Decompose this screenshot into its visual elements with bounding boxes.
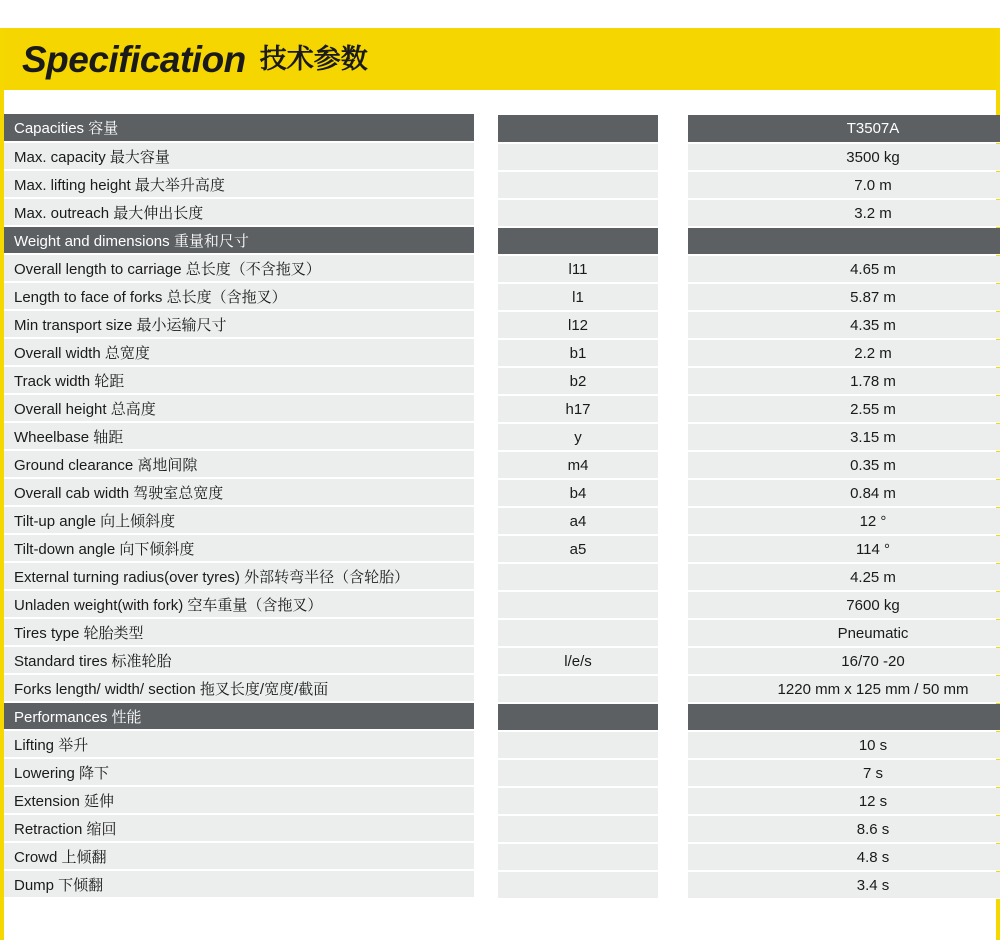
column-gap [474, 786, 498, 814]
column-gap [474, 142, 498, 170]
column-gap [658, 366, 688, 394]
spec-label: Overall cab width 驾驶室总宽度 [4, 478, 474, 506]
column-gap [658, 338, 688, 366]
table-row [4, 170, 1000, 198]
spec-symbol: l12 [498, 311, 658, 339]
specification-table [4, 114, 1000, 899]
column-gap [474, 646, 498, 674]
spec-label: Max. capacity 最大容量 [4, 142, 474, 170]
spec-label: Forks length/ width/ section 拖叉长度/宽度/截面 [4, 674, 474, 702]
table-section-row [4, 226, 1000, 254]
spec-value: 16/70 -20 [688, 647, 1000, 675]
spec-symbol: a4 [498, 507, 658, 535]
spec-symbol: b4 [498, 479, 658, 507]
spec-value: 1220 mm x 125 mm / 50 mm [688, 675, 1000, 703]
column-gap [658, 282, 688, 310]
column-gap [474, 282, 498, 310]
model-name: T3507A [688, 115, 1000, 143]
spec-label: Overall height 总高度 [4, 394, 474, 422]
column-gap [658, 674, 688, 702]
spec-value: 2.2 m [688, 339, 1000, 367]
spec-label: Ground clearance 离地间隙 [4, 450, 474, 478]
spec-label: Overall width 总宽度 [4, 338, 474, 366]
spec-value: 4.25 m [688, 563, 1000, 591]
spec-label: Tilt-up angle 向上倾斜度 [4, 506, 474, 534]
spec-label: Wheelbase 轴距 [4, 422, 474, 450]
column-gap [658, 226, 688, 254]
column-gap [658, 478, 688, 506]
column-gap [658, 506, 688, 534]
spec-value: 114 ° [688, 535, 1000, 563]
column-gap [658, 618, 688, 646]
column-gap [474, 842, 498, 870]
table-row [4, 646, 1000, 674]
table-row [4, 590, 1000, 618]
table-row [4, 674, 1000, 702]
column-gap [474, 366, 498, 394]
spec-label: Max. lifting height 最大举升高度 [4, 170, 474, 198]
spec-symbol [498, 227, 658, 255]
table-row [4, 534, 1000, 562]
table-row [4, 310, 1000, 338]
column-gap [658, 758, 688, 786]
spec-value: 12 s [688, 787, 1000, 815]
column-gap [658, 394, 688, 422]
spec-symbol [498, 199, 658, 227]
spec-value: 12 ° [688, 507, 1000, 535]
column-gap [658, 646, 688, 674]
column-gap [658, 870, 688, 898]
column-gap [658, 198, 688, 226]
column-gap [474, 814, 498, 842]
spec-value: 4.35 m [688, 311, 1000, 339]
column-gap [474, 534, 498, 562]
column-gap [474, 254, 498, 282]
table-row [4, 506, 1000, 534]
spec-label: Capacities 容量 [4, 114, 474, 142]
column-gap [658, 450, 688, 478]
column-gap [658, 702, 688, 730]
spec-value: 1.78 m [688, 367, 1000, 395]
table-row [4, 478, 1000, 506]
spec-label: Max. outreach 最大伸出长度 [4, 198, 474, 226]
column-gap [474, 170, 498, 198]
table-row [4, 254, 1000, 282]
spec-symbol [498, 675, 658, 703]
spec-value: 10 s [688, 731, 1000, 759]
table-row [4, 422, 1000, 450]
column-gap [474, 310, 498, 338]
spec-value: 0.35 m [688, 451, 1000, 479]
spec-symbol: b2 [498, 367, 658, 395]
column-gap [474, 506, 498, 534]
column-gap [474, 870, 498, 898]
spec-value [688, 227, 1000, 255]
spec-label: Unladen weight(with fork) 空车重量（含拖叉） [4, 590, 474, 618]
spec-symbol [498, 591, 658, 619]
spec-page [0, 28, 1000, 940]
page-title-en: Specification [22, 38, 246, 80]
table-section-row [4, 702, 1000, 730]
table-row [4, 618, 1000, 646]
spec-value: 2.55 m [688, 395, 1000, 423]
spec-label: Standard tires 标准轮胎 [4, 646, 474, 674]
table-row [4, 338, 1000, 366]
column-gap [658, 170, 688, 198]
column-gap [474, 758, 498, 786]
column-gap [658, 254, 688, 282]
table-row [4, 450, 1000, 478]
spec-value: 5.87 m [688, 283, 1000, 311]
spec-value [688, 703, 1000, 731]
spec-symbol [498, 871, 658, 899]
column-gap [474, 618, 498, 646]
spec-symbol: h17 [498, 395, 658, 423]
table-row [4, 562, 1000, 590]
column-gap [474, 114, 498, 142]
column-gap [474, 478, 498, 506]
page-title-cn: 技术参数 [259, 43, 368, 74]
column-gap [474, 198, 498, 226]
spec-label: Retraction 缩回 [4, 814, 474, 842]
spec-symbol [498, 619, 658, 647]
column-gap [474, 394, 498, 422]
spec-label: Min transport size 最小运输尺寸 [4, 310, 474, 338]
spec-symbol: y [498, 423, 658, 451]
column-gap [474, 422, 498, 450]
spec-symbol [498, 731, 658, 759]
spec-symbol [498, 843, 658, 871]
table-row [4, 198, 1000, 226]
column-gap [658, 310, 688, 338]
table-row [4, 282, 1000, 310]
spec-symbol [498, 563, 658, 591]
spec-symbol [498, 171, 658, 199]
spec-label: Length to face of forks 总长度（含拖叉） [4, 282, 474, 310]
spec-value: 3.15 m [688, 423, 1000, 451]
table-row [4, 842, 1000, 870]
column-gap [474, 562, 498, 590]
column-gap [474, 702, 498, 730]
spec-value: Pneumatic [688, 619, 1000, 647]
spec-value: 3500 kg [688, 143, 1000, 171]
page-header [4, 28, 996, 90]
spec-symbol [498, 759, 658, 787]
spec-value: 4.8 s [688, 843, 1000, 871]
spec-value: 7 s [688, 759, 1000, 787]
spec-label: Extension 延伸 [4, 786, 474, 814]
spec-symbol: a5 [498, 535, 658, 563]
table-row [4, 366, 1000, 394]
spec-value: 7600 kg [688, 591, 1000, 619]
spec-value: 3.2 m [688, 199, 1000, 227]
spec-symbol: b1 [498, 339, 658, 367]
spec-symbol [498, 115, 658, 143]
spec-label: Tilt-down angle 向下倾斜度 [4, 534, 474, 562]
column-gap [658, 590, 688, 618]
spec-label: External turning radius(over tyres) 外部转弯半径（含轮胎） [4, 562, 474, 590]
spec-symbol [498, 815, 658, 843]
spec-symbol: l1 [498, 283, 658, 311]
spec-symbol: l/e/s [498, 647, 658, 675]
column-gap [658, 842, 688, 870]
spec-value: 7.0 m [688, 171, 1000, 199]
spec-symbol [498, 703, 658, 731]
column-gap [658, 786, 688, 814]
table-row [4, 870, 1000, 898]
column-gap [474, 226, 498, 254]
spec-label: Crowd 上倾翻 [4, 842, 474, 870]
table-row [4, 786, 1000, 814]
table-section-row [4, 114, 1000, 142]
column-gap [474, 674, 498, 702]
spec-label: Performances 性能 [4, 702, 474, 730]
spec-label: Tires type 轮胎类型 [4, 618, 474, 646]
spec-label: Track width 轮距 [4, 366, 474, 394]
spec-value: 0.84 m [688, 479, 1000, 507]
table-row [4, 730, 1000, 758]
column-gap [658, 114, 688, 142]
table-row [4, 394, 1000, 422]
table-row [4, 814, 1000, 842]
spec-symbol: l11 [498, 255, 658, 283]
spec-label: Lowering 降下 [4, 758, 474, 786]
table-row [4, 142, 1000, 170]
column-gap [658, 730, 688, 758]
spec-label: Dump 下倾翻 [4, 870, 474, 898]
spec-label: Lifting 举升 [4, 730, 474, 758]
column-gap [474, 338, 498, 366]
spec-value: 3.4 s [688, 871, 1000, 899]
table-row [4, 758, 1000, 786]
spec-symbol [498, 787, 658, 815]
column-gap [474, 450, 498, 478]
spec-value: 4.65 m [688, 255, 1000, 283]
column-gap [474, 590, 498, 618]
column-gap [474, 730, 498, 758]
column-gap [658, 814, 688, 842]
column-gap [658, 534, 688, 562]
spec-label: Overall length to carriage 总长度（不含拖叉） [4, 254, 474, 282]
column-gap [658, 142, 688, 170]
spec-label: Weight and dimensions 重量和尺寸 [4, 226, 474, 254]
spec-value: 8.6 s [688, 815, 1000, 843]
column-gap [658, 562, 688, 590]
spec-symbol [498, 143, 658, 171]
spec-symbol: m4 [498, 451, 658, 479]
column-gap [658, 422, 688, 450]
